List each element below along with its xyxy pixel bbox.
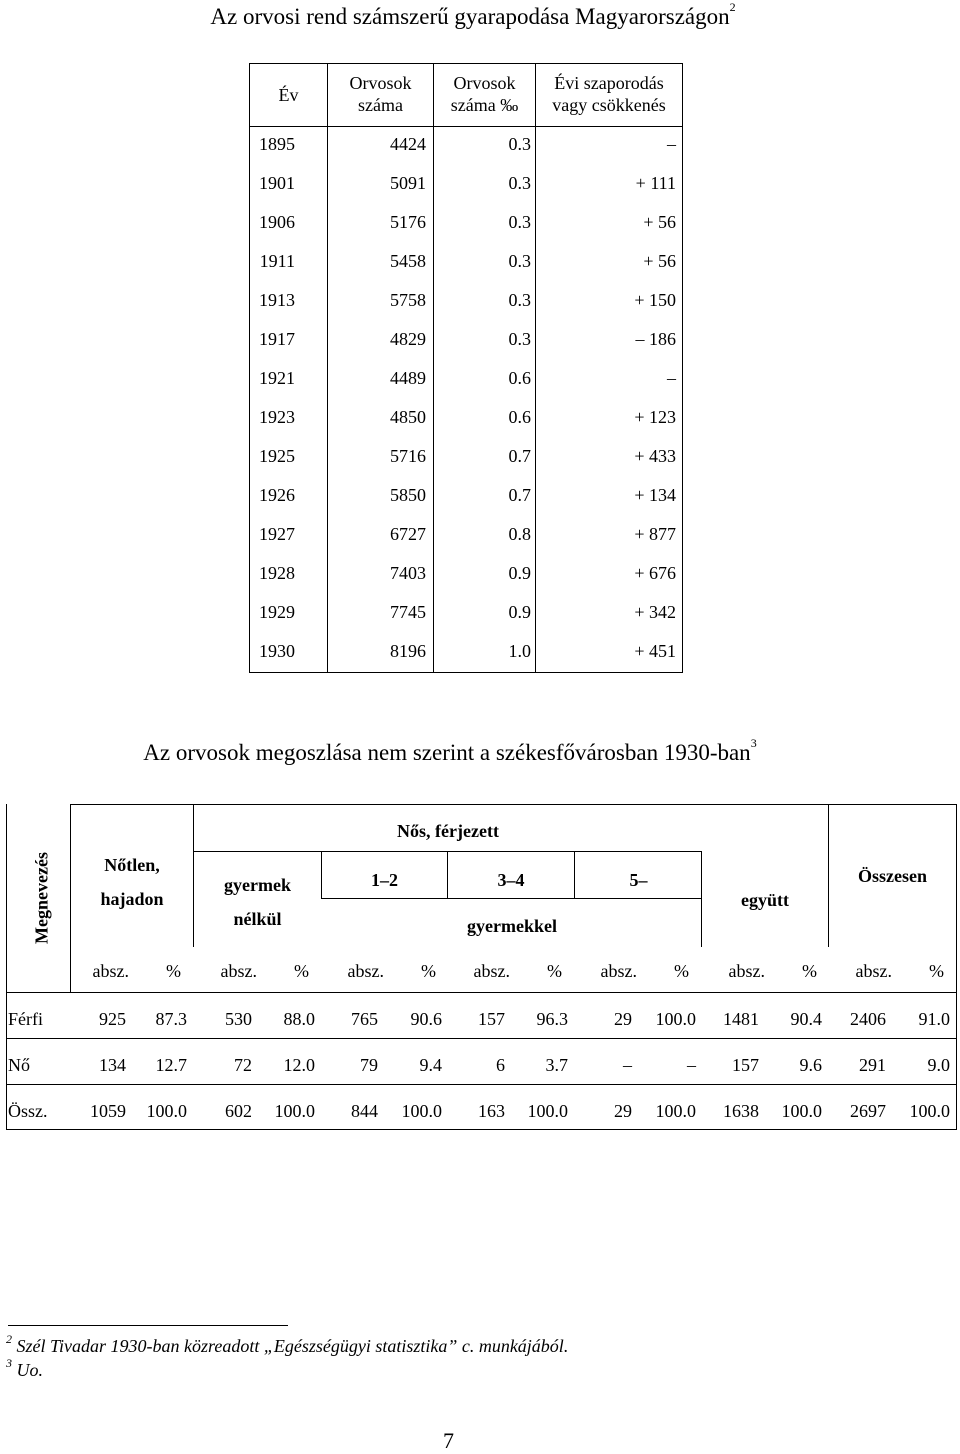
table-cell: 1638 (723, 1101, 759, 1121)
cell-count: 4829 (390, 329, 426, 349)
table2-title (0, 736, 960, 766)
header-gyermek-nelkul: gyermek nélkül (224, 875, 291, 929)
table-cell: 134 (99, 1055, 126, 1075)
cell-permille: 0.7 (508, 446, 531, 466)
cell-permille: 0.7 (508, 485, 531, 505)
cell-year: 1906 (259, 212, 295, 232)
cell-change: + 123 (634, 407, 676, 427)
table-cell: 530 (225, 1009, 252, 1029)
table-cell: 96.3 (536, 1009, 568, 1029)
cell-change: + 877 (634, 524, 676, 544)
header-year: Év (278, 85, 299, 105)
cell-change: – (667, 368, 676, 388)
cell-permille: 0.3 (508, 173, 531, 193)
cell-change: – (667, 134, 676, 154)
cell-count: 5716 (390, 446, 426, 466)
table-row (250, 399, 682, 438)
table-row (250, 126, 682, 165)
footnote-separator (8, 1325, 288, 1326)
table-cell: 100.0 (146, 1101, 187, 1121)
table1-title (0, 0, 960, 30)
cell-year: 1913 (259, 290, 295, 310)
table-cell: 9.0 (927, 1055, 950, 1075)
table-row (250, 516, 682, 555)
cell-change: + 56 (643, 251, 676, 271)
header-notlen-hajadon: Nőtlen, hajadon (100, 855, 164, 909)
header-annual-change: Évi szaporodás vagy csökkenés (552, 73, 666, 115)
cell-change: + 134 (634, 485, 676, 505)
cell-change: + 56 (643, 212, 676, 232)
cell-permille: 0.3 (508, 212, 531, 232)
table-cell: 100.0 (909, 1101, 950, 1121)
row-label: Nő (8, 1055, 30, 1075)
subheader-absz: absz. (92, 961, 129, 981)
table-cell: 291 (859, 1055, 886, 1075)
header-nos-ferjezett: Nős, férjezett (397, 821, 499, 841)
cell-permille: 0.8 (508, 524, 531, 544)
table-row (250, 282, 682, 321)
cell-change: + 342 (634, 602, 676, 622)
table-cell: 765 (351, 1009, 378, 1029)
table-cell: 12.7 (155, 1055, 187, 1075)
subheader-absz: absz. (855, 961, 892, 981)
cell-change: + 451 (634, 641, 676, 661)
table-cell: 100.0 (401, 1101, 442, 1121)
cell-count: 4850 (390, 407, 426, 427)
table-row (250, 633, 682, 672)
table-cell: 157 (732, 1055, 759, 1075)
subheader-percent: % (421, 961, 436, 981)
subheader-percent: % (802, 961, 817, 981)
cell-count: 7403 (390, 563, 426, 583)
table-row (250, 438, 682, 477)
table-row (250, 360, 682, 399)
table-row (250, 243, 682, 282)
table-row (250, 321, 682, 360)
subheader-percent: % (547, 961, 562, 981)
table-cell: 79 (360, 1055, 378, 1075)
cell-year: 1927 (259, 524, 295, 544)
subheader-absz: absz. (728, 961, 765, 981)
cell-year: 1923 (259, 407, 295, 427)
table-cell: 9.4 (419, 1055, 442, 1075)
table-cell: 90.6 (410, 1009, 442, 1029)
cell-year: 1901 (259, 173, 295, 193)
table-cell: 72 (234, 1055, 252, 1075)
table-cell: 844 (351, 1101, 378, 1121)
table-cell: 6 (496, 1055, 505, 1075)
cell-count: 5458 (390, 251, 426, 271)
table-cell: 100.0 (655, 1101, 696, 1121)
cell-count: 8196 (390, 641, 426, 661)
cell-count: 6727 (390, 524, 426, 544)
table-cell: 3.7 (545, 1055, 568, 1075)
header-egyutt: együtt (741, 890, 789, 910)
cell-change: + 150 (634, 290, 676, 310)
cell-count: 7745 (390, 602, 426, 622)
cell-year: 1928 (259, 563, 295, 583)
cell-permille: 0.6 (508, 407, 531, 427)
table-cell: 87.3 (155, 1009, 187, 1029)
row-label: Férfi (8, 1009, 43, 1029)
cell-year: 1917 (259, 329, 295, 349)
table-row (250, 594, 682, 633)
table-cell: 12.0 (283, 1055, 315, 1075)
subheader-absz: absz. (220, 961, 257, 981)
table-cell: 90.4 (790, 1009, 822, 1029)
cell-year: 1929 (259, 602, 295, 622)
subheader-percent: % (166, 961, 181, 981)
table-cell: 925 (99, 1009, 126, 1029)
cell-change: + 111 (635, 173, 676, 193)
header-gyermekkel: gyermekkel (467, 916, 557, 936)
table-cell: – (687, 1055, 696, 1075)
cell-permille: 0.9 (508, 563, 531, 583)
subheader-absz: absz. (347, 961, 384, 981)
cell-year: 1926 (259, 485, 295, 505)
cell-change: + 433 (634, 446, 676, 466)
cell-year: 1930 (259, 641, 295, 661)
footnote-ref-3: 3 (750, 736, 757, 750)
cell-year: 1895 (259, 134, 295, 154)
subheader-absz: absz. (600, 961, 637, 981)
doctors-by-sex-table (6, 804, 957, 1130)
row-label: Össz. (8, 1101, 48, 1121)
cell-year: 1925 (259, 446, 295, 466)
header-doctor-permille: Orvosok száma ‰ (450, 73, 519, 115)
table-cell: 100.0 (274, 1101, 315, 1121)
table2-title-text: Az orvosok megoszlása nem szerint a székesfővárosban 1930-ban (143, 740, 751, 765)
table-cell: 1481 (723, 1009, 759, 1029)
table-cell: 100.0 (781, 1101, 822, 1121)
cell-permille: 0.3 (508, 290, 531, 310)
cell-change: + 676 (634, 563, 676, 583)
table-cell: 2406 (850, 1009, 886, 1029)
cell-permille: 0.3 (508, 329, 531, 349)
table-cell: 2697 (850, 1101, 886, 1121)
page-number: 7 (443, 1428, 454, 1453)
doctors-growth-table (249, 63, 683, 673)
table-cell: 157 (478, 1009, 505, 1029)
cell-permille: 1.0 (508, 641, 531, 661)
cell-count: 5091 (390, 173, 426, 193)
table-row (250, 555, 682, 594)
header-5: 5– (629, 870, 648, 890)
table-cell: 602 (225, 1101, 252, 1121)
subheader-percent: % (674, 961, 689, 981)
cell-permille: 0.9 (508, 602, 531, 622)
footnote-ref-2: 2 (729, 0, 736, 14)
table-cell: 100.0 (527, 1101, 568, 1121)
cell-year: 1911 (259, 251, 295, 271)
cell-count: 4489 (390, 368, 426, 388)
header-1-2: 1–2 (371, 870, 398, 890)
table-row (250, 165, 682, 204)
table-cell: 91.0 (918, 1009, 950, 1029)
cell-permille: 0.3 (508, 134, 531, 154)
table-cell: 29 (614, 1101, 632, 1121)
table-cell: – (623, 1055, 632, 1075)
subheader-absz: absz. (473, 961, 510, 981)
header-megnevezes: Megnevezés (31, 851, 52, 944)
header-3-4: 3–4 (497, 870, 525, 890)
cell-count: 5758 (390, 290, 426, 310)
cell-permille: 0.3 (508, 251, 531, 271)
cell-change: – 186 (635, 329, 676, 349)
table-cell: 9.6 (799, 1055, 822, 1075)
table-cell: 1059 (90, 1101, 126, 1121)
table-cell: 163 (478, 1101, 505, 1121)
table-cell: 88.0 (283, 1009, 315, 1029)
cell-year: 1921 (259, 368, 295, 388)
table-cell: 29 (614, 1009, 632, 1029)
footnote-2: $^2$ Szél Tivadar 1930-ban közreadott „Egészségügyi statisztika” c. munkájából. (6, 1332, 569, 1356)
cell-count: 5850 (390, 485, 426, 505)
header-osszesen: Összesen (858, 866, 927, 886)
subheader-percent: % (294, 961, 309, 981)
cell-permille: 0.6 (508, 368, 531, 388)
cell-count: 5176 (390, 212, 426, 232)
table-cell: 100.0 (655, 1009, 696, 1029)
table-row (250, 204, 682, 243)
header-doctor-count: Orvosok száma (349, 73, 412, 115)
table1-title-text: Az orvosi rend számszerű gyarapodása Magyarországon (210, 4, 730, 29)
footnote-3: $^3$ Uo. (6, 1356, 43, 1380)
cell-count: 4424 (390, 134, 426, 154)
table-row (250, 477, 682, 516)
subheader-percent: % (929, 961, 944, 981)
